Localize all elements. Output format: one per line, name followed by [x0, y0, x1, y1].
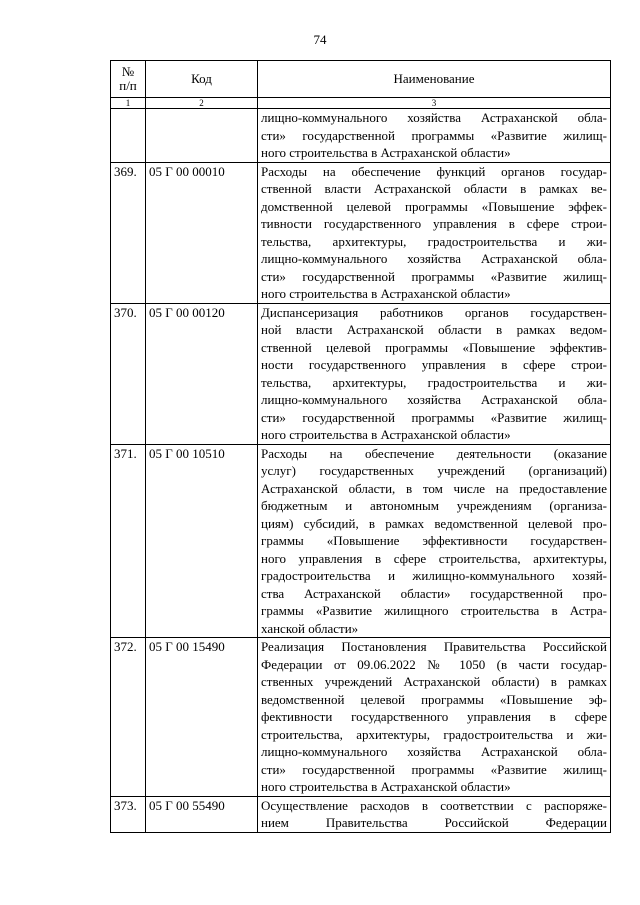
header-name: Наименование: [258, 61, 611, 98]
row-name-line: ственной власти Астраханской области в рамках ве-: [261, 181, 607, 196]
row-number: 371.: [111, 444, 146, 638]
classifier-table: [110, 60, 611, 833]
row-number: 370.: [111, 303, 146, 444]
row-name-line: ного строительства в Астраханской области»: [261, 427, 511, 442]
row-name-line: сти» государственной программы «Развитие жилищ-: [261, 127, 607, 143]
row-name-line: нием Правительства Российской Федерации: [261, 815, 607, 830]
row-name-line: ственных учреждений Астраханской области) в рамках: [261, 674, 607, 689]
table-header-row: [111, 61, 611, 98]
row-name: [258, 638, 611, 797]
row-name-line: Осуществление расходов в соответствии с распоряже-: [261, 797, 607, 813]
row-name-line: тивности государственного управления в сфере строи-: [261, 216, 607, 231]
row-name-line: ного строительства в Астраханской области»: [261, 145, 511, 160]
row-code: 05 Г 00 15490: [146, 638, 258, 797]
row-name-line: Федерации от 09.06.2022 № 1050 (в части государ-: [261, 656, 607, 672]
row-name-line: ведомственной целевой программы «Повышение эф-: [261, 691, 607, 707]
row-name-line: тельства, архитектуры, градостроительства и жи-: [261, 374, 607, 390]
row-name-line: Реализация Постановления Правительства Российской: [261, 639, 607, 654]
row-name-line: Расходы на обеспечение деятельности (оказание: [261, 445, 607, 461]
row-name-line: лищно-коммунального хозяйства Астраханской обла-: [261, 744, 607, 759]
row-code: 05 Г 00 00120: [146, 303, 258, 444]
header-num-line1: №: [121, 64, 135, 79]
row-name-line: ного строительства в Астраханской области»: [261, 779, 511, 794]
row-name-line: ственной целевой программы «Повышение эффектив-: [261, 339, 607, 355]
table-row: [111, 444, 611, 638]
header-code: Код: [146, 61, 258, 98]
row-name-line: фективности государственного управления в сфере: [261, 709, 607, 724]
row-name-line: лищно-коммунального хозяйства Астраханской обла-: [261, 392, 607, 407]
row-name-line: ства Астраханской области» государственной про-: [261, 585, 607, 601]
column-index-row: [111, 98, 611, 109]
header-num-line2: п/п: [119, 78, 137, 93]
column-index-2: 2: [146, 98, 258, 109]
row-name-line: тельства, архитектуры, градостроительства и жи-: [261, 233, 607, 249]
row-number: 373.: [111, 796, 146, 832]
row-name: [258, 109, 611, 163]
row-name-line: лищно-коммунального хозяйства Астраханской обла-: [261, 251, 607, 266]
row-name-line: ханской области»: [261, 620, 359, 636]
row-name-line: сти» государственной программы «Развитие жилищ-: [261, 268, 607, 284]
row-name-line: ного управления в сфере строительства, архитектуры,: [261, 550, 607, 566]
table-row: [111, 109, 611, 163]
row-name-line: бюджетным и автономным учреждениям (организа-: [261, 498, 607, 513]
column-index-3: 3: [258, 98, 611, 109]
row-name-line: строительства, архитектуры, градостроительства и жи-: [261, 726, 607, 742]
column-index-1: 1: [111, 98, 146, 109]
row-number: 369.: [111, 162, 146, 303]
row-code: [146, 109, 258, 163]
row-name-line: ного строительства в Астраханской области»: [261, 286, 511, 301]
row-name: [258, 303, 611, 444]
row-number: [111, 109, 146, 163]
table-row: [111, 303, 611, 444]
row-name-line: ной власти Астраханской области в рамках ведом-: [261, 322, 607, 337]
row-name-line: граммы «Развитие жилищного строительства в Астра-: [261, 603, 607, 618]
header-num: [111, 61, 146, 98]
row-name-line: услуг) государственных учреждений (организаций): [261, 463, 607, 478]
table-row: [111, 796, 611, 832]
row-name-line: Расходы на обеспечение функций органов государ-: [261, 163, 607, 179]
row-name-line: градостроительства и жилищно-коммунального хозяй-: [261, 568, 607, 583]
row-name-line: сти» государственной программы «Развитие жилищ-: [261, 409, 607, 425]
row-name-line: Диспансеризация работников органов государствен-: [261, 304, 607, 320]
table-row: [111, 638, 611, 797]
row-code: 05 Г 00 10510: [146, 444, 258, 638]
row-number: 372.: [111, 638, 146, 797]
row-name-line: лищно-коммунального хозяйства Астраханской обла-: [261, 110, 607, 125]
row-name-line: ности государственного управления в сфере строи-: [261, 357, 607, 372]
row-name-line: циям) субсидий, в рамках ведомственной целевой про-: [261, 515, 607, 531]
table-row: [111, 162, 611, 303]
row-name: [258, 162, 611, 303]
row-name-line: сти» государственной программы «Развитие жилищ-: [261, 761, 607, 777]
row-code: 05 Г 00 00010: [146, 162, 258, 303]
row-name-line: Астраханской области, в том числе на предоставление: [261, 480, 607, 496]
row-name: [258, 444, 611, 638]
row-name-line: граммы «Повышение эффективности государствен-: [261, 533, 607, 548]
row-name: [258, 796, 611, 832]
page-number: 74: [313, 32, 327, 47]
row-code: 05 Г 00 55490: [146, 796, 258, 832]
row-name-line: домственной целевой программы «Повышение эффек-: [261, 198, 607, 214]
